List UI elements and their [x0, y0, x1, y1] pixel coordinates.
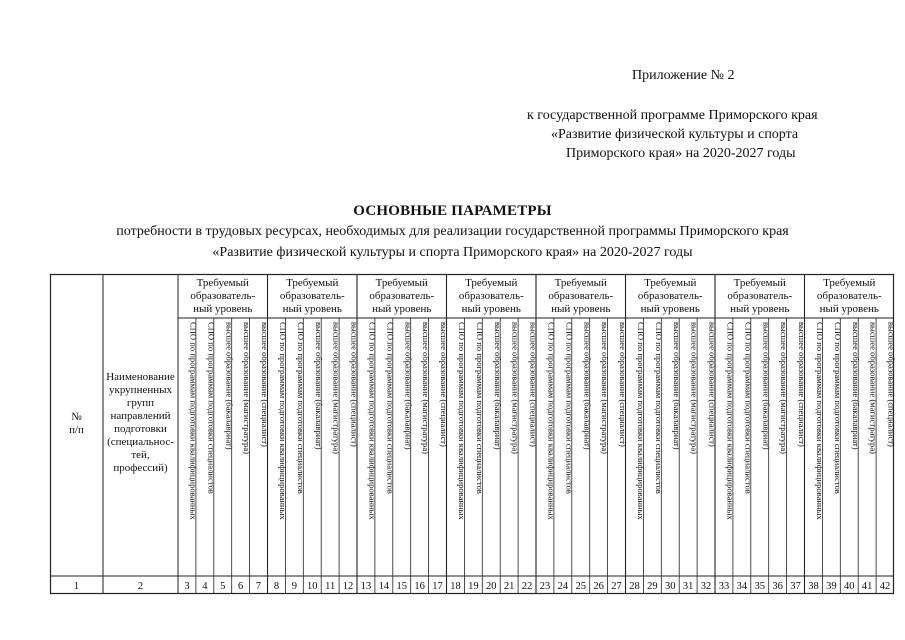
- level-label: высшее образование (магистратура): [510, 322, 521, 455]
- column-number: 3: [184, 581, 190, 592]
- level-label: СПО по программам подготовки специалистов: [832, 322, 843, 494]
- group-header-line: ный уровень: [730, 303, 790, 315]
- column-number: 8: [273, 581, 280, 592]
- level-label: СПО по программам подготовки специалистов: [206, 322, 217, 494]
- appendix-block: [0, 0, 905, 170]
- group-header-line: образователь-: [369, 290, 435, 302]
- level-label: высшее образование (специалист): [618, 322, 629, 447]
- column-number: 37: [790, 581, 801, 592]
- level-label: СПО по программам подготовки специалистов: [474, 322, 485, 494]
- group-header-line: образователь-: [637, 290, 703, 302]
- column-number: 15: [396, 581, 407, 592]
- group-header-line: Требуемый: [286, 277, 339, 289]
- heading-title: ОСНОВНЫЕ ПАРАМЕТРЫ: [353, 203, 552, 219]
- group-header-line: образователь-: [727, 290, 793, 302]
- level-label: СПО по программам подготовки квалифицированных: [188, 322, 199, 520]
- column-number: 30: [665, 581, 676, 592]
- heading-subtitle-2: «Развитие физической культуры и спорта Приморского края» на 2020-2027 годы: [212, 245, 693, 260]
- column-number: 10: [307, 581, 318, 592]
- column-number: 1: [73, 581, 80, 592]
- column-number: 34: [736, 581, 748, 592]
- group-header-line: Требуемый: [375, 277, 428, 289]
- level-label: высшее образование (бакалавриат): [492, 322, 503, 450]
- column-number: 21: [503, 581, 515, 592]
- column-number: 17: [432, 581, 443, 592]
- group-header-line: образователь-: [548, 290, 614, 302]
- level-label: высшее образование (бакалавриат): [582, 322, 593, 450]
- col-name-header-line: подготовки: [114, 423, 167, 435]
- column-number: 18: [450, 581, 461, 592]
- level-label: высшее образование (специалист): [439, 322, 450, 447]
- column-number: 32: [700, 581, 712, 592]
- column-number: 11: [325, 581, 336, 592]
- level-label: СПО по программам подготовки квалифицированных: [635, 322, 646, 520]
- level-label: СПО по программам подготовки квалифицированных: [277, 322, 288, 520]
- group-header-line: образователь-: [458, 290, 524, 302]
- column-number: 28: [629, 581, 640, 592]
- column-number: 38: [808, 581, 819, 592]
- column-number: 29: [647, 581, 658, 592]
- group-header-line: Требуемый: [196, 277, 249, 289]
- column-number: 13: [360, 581, 372, 592]
- level-label: СПО по программам подготовки квалифицированных: [367, 322, 378, 520]
- level-label: высшее образование (специалист): [349, 322, 360, 447]
- column-number: 24: [557, 581, 569, 592]
- level-label: высшее образование (специалист): [797, 322, 808, 447]
- column-number: 31: [682, 581, 694, 592]
- column-number: 6: [238, 581, 244, 592]
- group-header-line: Требуемый: [823, 277, 876, 289]
- level-label: высшее образование (бакалавриат): [761, 322, 772, 450]
- level-label: СПО по программам подготовки квалифицированных: [814, 322, 825, 520]
- column-number: 20: [486, 581, 497, 592]
- level-label: высшее образование (специалист): [707, 322, 718, 447]
- col-name-header-line: профессий): [113, 462, 168, 474]
- appendix-title: Приложение № 2: [632, 68, 735, 83]
- col-no-header-line: №: [71, 411, 82, 423]
- column-number: 27: [611, 581, 622, 592]
- level-label: высшее образование (магистратура): [868, 322, 879, 455]
- parameters-table: [50, 272, 897, 602]
- level-label: высшее образование (бакалавриат): [224, 322, 235, 450]
- level-label: СПО по программам подготовки специалистов: [385, 322, 396, 494]
- col-name-header-line: (специальнос-: [107, 436, 174, 448]
- level-label: высшее образование (специалист): [260, 322, 271, 447]
- level-label: высшее образование (магистратура): [600, 322, 611, 455]
- column-number: 2: [137, 581, 144, 592]
- document-heading: [0, 203, 905, 262]
- group-header-line: Требуемый: [733, 277, 786, 289]
- group-header-line: образователь-: [279, 290, 345, 302]
- column-number: 9: [291, 581, 297, 592]
- group-header-line: ный уровень: [551, 303, 611, 315]
- column-number: 33: [718, 581, 730, 592]
- column-number: 41: [861, 581, 873, 592]
- level-label: высшее образование (специалист): [528, 322, 539, 447]
- level-label: СПО по программам подготовки квалифицированных: [725, 322, 736, 520]
- column-number: 40: [844, 581, 855, 592]
- level-label: высшее образование (специалист): [886, 322, 897, 447]
- column-number: 5: [220, 581, 226, 592]
- column-number: 12: [342, 581, 354, 592]
- level-label: высшее образование (бакалавриат): [671, 322, 682, 450]
- column-number: 7: [255, 581, 262, 592]
- column-number: 36: [772, 581, 783, 592]
- column-number: 14: [378, 581, 390, 592]
- group-header-line: ный уровень: [282, 303, 342, 315]
- level-label: высшее образование (магистратура): [242, 322, 253, 455]
- col-name-header-line: групп: [126, 397, 155, 409]
- level-label: СПО по программам подготовки специалистов: [743, 322, 754, 494]
- column-number: 35: [754, 581, 765, 592]
- group-header-line: Требуемый: [465, 277, 518, 289]
- level-label: СПО по программам подготовки квалифицированных: [456, 322, 467, 520]
- col-name-header-line: тей,: [131, 449, 150, 461]
- col-name-header-line: укрупненных: [108, 384, 173, 396]
- column-number: 22: [521, 581, 533, 592]
- level-label: высшее образование (магистратура): [689, 322, 700, 455]
- col-name-header-line: направлений: [110, 410, 171, 422]
- column-number: 42: [879, 581, 891, 592]
- appendix-line-1: к государственной программе Приморского края: [527, 108, 818, 123]
- level-label: высшее образование (бакалавриат): [850, 322, 861, 450]
- column-number: 39: [826, 581, 837, 592]
- column-number: 19: [468, 581, 479, 592]
- level-label: высшее образование (бакалавриат): [403, 322, 414, 450]
- level-label: высшее образование (магистратура): [421, 322, 432, 455]
- group-header-line: образователь-: [816, 290, 882, 302]
- level-label: высшее образование (бакалавриат): [313, 322, 324, 450]
- appendix-line-2: «Развитие физической культуры и спорта: [551, 127, 799, 142]
- parameters-table-grid: [50, 272, 897, 597]
- level-label: высшее образование (магистратура): [331, 322, 342, 455]
- group-header-line: ный уровень: [819, 303, 879, 315]
- group-header-line: ный уровень: [193, 303, 253, 315]
- level-label: СПО по программам подготовки специалистов: [653, 322, 664, 494]
- group-header-line: ный уровень: [640, 303, 700, 315]
- column-number: 26: [593, 581, 604, 592]
- level-label: СПО по программам подготовки квалифицированных: [546, 322, 557, 520]
- level-label: СПО по программам подготовки специалистов: [564, 322, 575, 494]
- column-number: 16: [414, 581, 425, 592]
- heading-subtitle-1: потребности в трудовых ресурсах, необходимых для реализации государственной программы Приморского края: [116, 224, 789, 239]
- column-number: 4: [202, 581, 208, 592]
- group-header-line: образователь-: [190, 290, 256, 302]
- group-header-line: ный уровень: [372, 303, 432, 315]
- level-label: СПО по программам подготовки специалистов: [295, 322, 306, 494]
- column-number: 25: [575, 581, 586, 592]
- col-no-header-line: п/п: [69, 424, 84, 436]
- group-header-line: ный уровень: [461, 303, 521, 315]
- level-label: высшее образование (магистратура): [779, 322, 790, 455]
- column-number: 23: [539, 581, 551, 592]
- col-name-header-line: Наименование: [106, 371, 175, 383]
- group-header-line: Требуемый: [554, 277, 607, 289]
- appendix-line-3: Приморского края» на 2020-2027 годы: [566, 146, 796, 161]
- group-header-line: Требуемый: [644, 277, 697, 289]
